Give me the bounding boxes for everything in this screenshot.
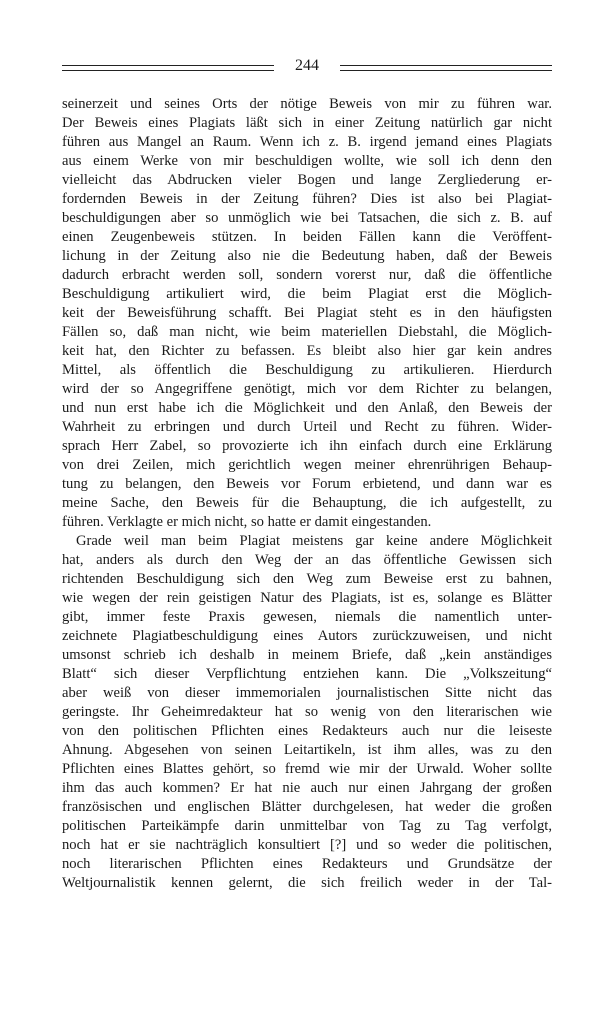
text-line: sprach Herr Zabel, so provozierte ich ihn einfach durch eine Erklärung	[62, 438, 552, 454]
text-line: politischen Parteikämpfe darin unmittelbar von Tag zu Tag verfolgt,	[62, 818, 552, 834]
text-line: geringste. Ihr Geheimredakteur hat so wenig von den literarischen wie	[62, 704, 552, 720]
text-line: Beschuldigung artikuliert wird, die beim Plagiat erst die Möglich-	[62, 286, 552, 302]
text-line: wird der so Angegriffene genötigt, mich vor dem Richter zu belangen,	[62, 381, 552, 397]
text-line: vielleicht das Abdrucken vieler Bogen und lange Zergliederung er-	[62, 172, 552, 188]
text-line: aber weiß von dieser immemorialen journalistischen Sitte nicht das	[62, 685, 552, 701]
text-line: keit hat, den Richter zu befassen. Es bleibt also hier gar kein andres	[62, 343, 552, 359]
text-line: seinerzeit und seines Orts der nötige Beweis von mir zu führen war.	[62, 96, 552, 112]
text-line: Mittel, als öffentlich die Beschuldigung zu artikulieren. Hierdurch	[62, 362, 552, 378]
page-header	[62, 55, 552, 81]
text-line: und nun erst habe ich die Möglichkeit und den Anlaß, den Beweis der	[62, 400, 552, 416]
text-line: aus einem Werke von mir beschuldigen wollte, wie soll ich denn den	[62, 153, 552, 169]
text-line: führen. Verklagte er mich nicht, so hatte er damit eingestanden.	[62, 514, 432, 530]
text-line: Der Beweis eines Plagiats läßt sich in einer Zeitung natürlich gar nicht	[62, 115, 552, 131]
text-line: einen Zeugenbeweis stützen. In beiden Fällen kann die Veröffent-	[62, 229, 552, 245]
body-text	[62, 95, 552, 893]
text-line: umsonst schrieb ich deshalb in meinem Briefe, daß „kein anständiges	[62, 647, 552, 663]
text-line: Weltjournalistik kennen gelernt, die sich freilich weder in der Tal-	[62, 875, 552, 891]
text-line: fordernden Beweis in der Zeitung führen? Dies ist also bei Plagiat-	[62, 191, 552, 207]
text-line: noch literarischen Pflichten eines Redakteurs und Grundsätze der	[62, 856, 552, 872]
text-line: von drei Zeilen, mich gerichtlich wegen meiner ehrenrührigen Behaup-	[62, 457, 552, 473]
text-line: gibt, immer feste Praxis gewesen, niemals die namentlich unter-	[62, 609, 552, 625]
text-line: Grade weil man beim Plagiat meistens gar keine andere Möglichkeit	[76, 533, 552, 549]
text-line: noch hat er sie nachträglich konsultiert [?] und so weder die politischen,	[62, 837, 552, 853]
text-line: Pflichten eines Blattes gehört, so fremd wie mir der Urwald. Woher sollte	[62, 761, 552, 777]
text-line: dadurch erbracht werden soll, sondern vorerst nur, daß die öffentliche	[62, 267, 552, 283]
text-line: Ahnung. Abgesehen von seinen Leitartikeln, ist ihm alles, was zu den	[62, 742, 552, 758]
text-line: Fällen so, daß man nicht, wie beim materiellen Diebstahl, die Möglich-	[62, 324, 552, 340]
text-line: richtenden Beschuldigung sich den Weg zum Beweise erst zu bahnen,	[62, 571, 552, 587]
text-line: hat, anders als durch den Weg der an das öffentliche Gewissen sich	[62, 552, 552, 568]
text-line: französischen und englischen Blätter durchgelesen, hat weder die großen	[62, 799, 552, 815]
text-line: Blatt“ sich dieser Verpflichtung entziehen kann. Die „Volkszeitung“	[62, 666, 552, 682]
text-line: ihm das auch kommen? Er hat nie auch nur einen Jahrgang der großen	[62, 780, 552, 796]
header-rule-right	[340, 65, 552, 71]
page-number: 244	[295, 57, 319, 74]
text-line: beschuldigungen aber so unmöglich wie bei Tatsachen, die sich z. B. auf	[62, 210, 552, 226]
text-line: wie wegen der rein geistigen Natur des Plagiats, ist es, solange es Blätter	[62, 590, 552, 606]
text-line: zeichnete Plagiatbeschuldigung eines Autors zurückzuweisen, und nicht	[62, 628, 552, 644]
text-line: von den politischen Pflichten eines Redakteurs auch nur die leiseste	[62, 723, 552, 739]
text-line: führen aus Mangel an Raum. Wenn ich z. B. irgend jemand eines Plagiats	[62, 134, 552, 150]
text-line: keit der Beweisführung schafft. Bei Plagiat steht es in den häufigsten	[62, 305, 552, 321]
text-line: meine Sache, den Beweis für die Behauptung, die ich aufgestellt, zu	[62, 495, 552, 511]
text-line: lichung in der Zeitung also nie die Bedeutung haben, daß der Beweis	[62, 248, 552, 264]
text-line: tung zu belangen, den Beweis vor Forum erbietend, und dann war es	[62, 476, 552, 492]
text-line: Wahrheit zu erbringen und durch Urteil und Recht zu führen. Wider-	[62, 419, 552, 435]
